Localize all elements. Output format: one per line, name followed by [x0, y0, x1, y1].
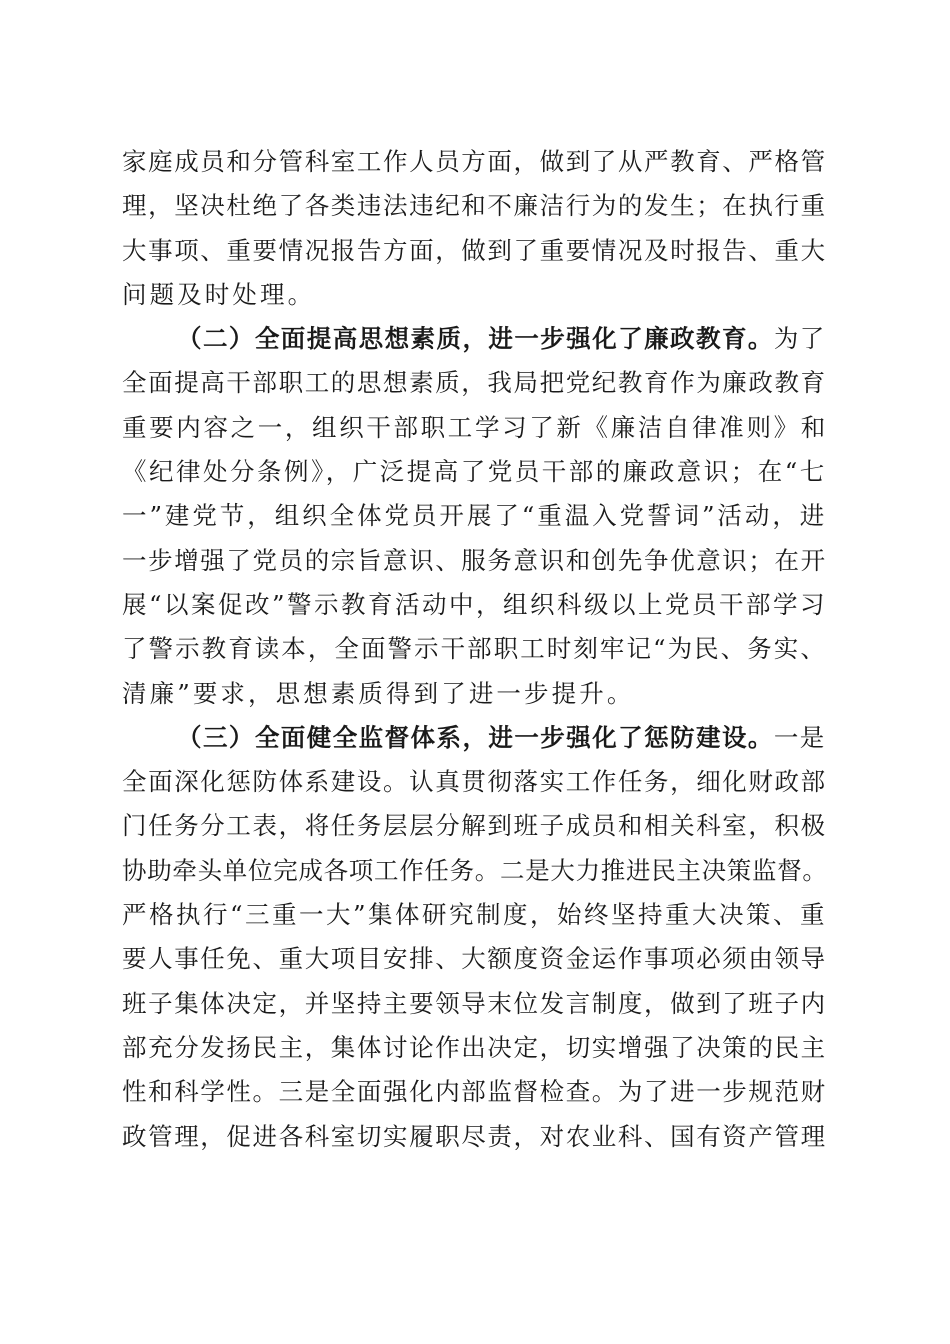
paragraph-3-line-1: 一是 — [773, 722, 826, 752]
paragraph-3-line-5: 严格执行“三重一大”集体研究制度，始终坚持重大决策、重 — [122, 900, 828, 930]
paragraph-3-line-3: 门任务分工表，将任务层层分解到班子成员和相关科室，积极 — [122, 811, 827, 841]
paragraph-2 — [122, 317, 828, 716]
section-heading-3: （三）全面健全监督体系，进一步强化了惩防建设。 — [177, 722, 774, 752]
paragraph-3-line-9: 性和科学性。三是全面强化内部监督检查。为了进一步规范财 — [122, 1077, 827, 1107]
paragraph-3-line-10: 政管理，促进各科室切实履职尽责，对农业科、国有资产管理 — [122, 1121, 827, 1151]
paragraph-3-line-8: 部充分发扬民主，集体讨论作出决定，切实增强了决策的民主 — [122, 1032, 827, 1062]
paragraph-2-line-4: 《纪律处分条例》，广泛提高了党员干部的廉政意识；在“七 — [122, 457, 827, 487]
paragraph-3-line-7: 班子集体决定，并坚持主要领导末位发言制度，做到了班子内 — [122, 988, 827, 1018]
paragraph-1-line-4: 问题及时处理。 — [122, 279, 316, 309]
paragraph-2-line-3: 重要内容之一，组织干部职工学习了新《廉洁自律准则》和 — [122, 412, 828, 442]
paragraph-2-line-8: 了警示教育读本，全面警示干部职工时刻牢记“为民、务实、 — [122, 634, 827, 664]
paragraph-3-line-6: 要人事任免、重大项目安排、大额度资金运作事项必须由领导 — [122, 944, 827, 974]
paragraph-1-line-2: 理，坚决杜绝了各类违法违纪和不廉洁行为的发生；在执行重 — [122, 191, 827, 221]
paragraph-3 — [122, 716, 828, 1159]
paragraph-3-first-line — [122, 716, 828, 760]
paragraph-3-line-2: 全面深化惩防体系建设。认真贯彻落实工作任务，细化财政部 — [122, 767, 827, 797]
paragraph-1 — [122, 140, 828, 317]
paragraph-2-line-9: 清廉”要求，思想素质得到了进一步提升。 — [122, 678, 635, 708]
document-body — [122, 140, 828, 1159]
paragraph-1-line-1: 家庭成员和分管科室工作人员方面，做到了从严教育、严格管 — [122, 147, 827, 176]
paragraph-2-line-7: 展“以案促改”警示教育活动中，组织科级以上党员干部学习 — [122, 589, 828, 619]
paragraph-2-line-6: 一步增强了党员的宗旨意识、服务意识和创先争优意识；在开 — [122, 545, 827, 575]
paragraph-2-line-2: 全面提高干部职工的思想素质，我局把党纪教育作为廉政教育 — [122, 368, 827, 398]
paragraph-3-line-4: 协助牵头单位完成各项工作任务。二是大力推进民主决策监督。 — [122, 855, 828, 885]
paragraph-2-first-line — [122, 317, 828, 361]
paragraph-2-line-1: 为了 — [773, 324, 826, 354]
section-heading-2: （二）全面提高思想素质，进一步强化了廉政教育。 — [177, 324, 774, 354]
paragraph-1-line-3: 大事项、重要情况报告方面，做到了重要情况及时报告、重大 — [122, 235, 827, 265]
paragraph-2-line-5: 一”建党节，组织全体党员开展了“重温入党誓词”活动，进 — [122, 501, 828, 531]
